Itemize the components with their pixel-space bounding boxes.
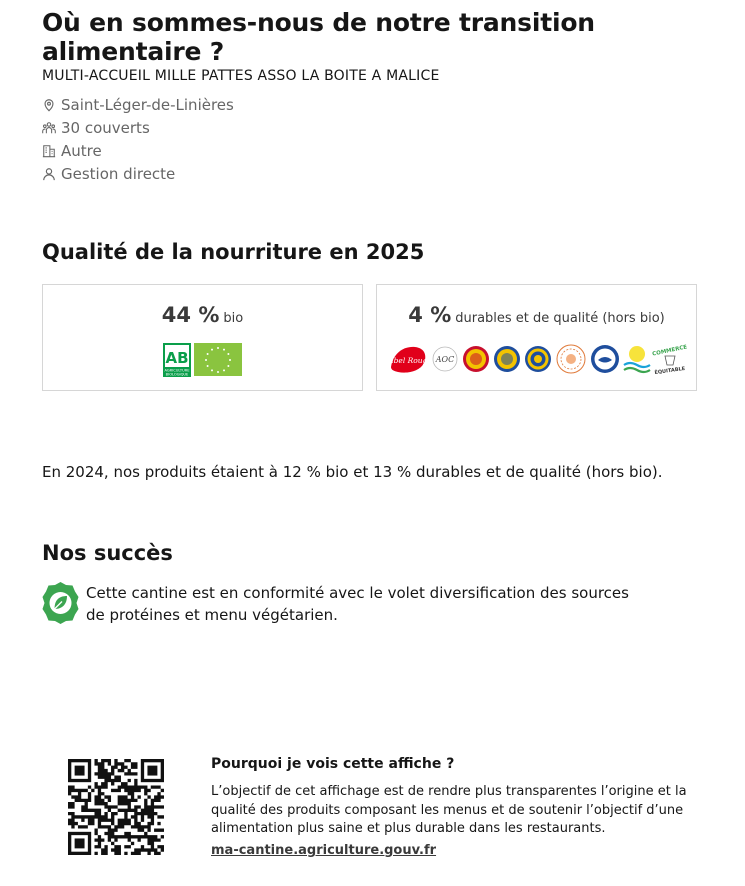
bio-logos — [43, 343, 362, 377]
canteen-details — [42, 93, 234, 185]
equitable-line1: COMMERCE — [651, 344, 688, 358]
rup-logo — [623, 343, 651, 375]
success-item — [42, 581, 651, 626]
aoc-logo — [431, 343, 459, 375]
management-row — [42, 162, 234, 185]
ab-logo-line1: AGRICULTURE — [164, 368, 190, 373]
location-row — [42, 93, 234, 116]
durable-percent: 4 % — [408, 303, 452, 327]
peche-durable-logo — [590, 343, 620, 375]
stg-logo — [524, 343, 552, 375]
ab-logo-line2: BIOLOGIQUE — [165, 372, 189, 377]
covers-row — [42, 116, 234, 139]
leaf-badge-icon — [42, 581, 79, 625]
map-pin-icon — [42, 98, 56, 112]
bio-card — [42, 284, 363, 391]
aop-logo — [462, 343, 490, 375]
bio-stat — [43, 303, 362, 327]
management-text: Gestion directe — [61, 164, 176, 183]
ab-agriculture-biologique-logo — [163, 343, 191, 377]
quality-section-title: Qualité de la nourriture en 2025 — [42, 240, 425, 264]
success-item-text: Cette cantine est en conformité avec le volet diversification des sources de protéines et menu végétarien. — [86, 584, 629, 624]
location-text: Saint-Léger-de-Linières — [61, 95, 234, 114]
commerce-equitable-logo — [651, 343, 688, 377]
user-icon — [42, 167, 56, 181]
igp-logo — [493, 343, 521, 375]
eu-organic-leaf-logo — [194, 343, 242, 376]
why-text: L’objectif de cet affichage est de rendre plus transparentes l’origine et la qualité des produits composant les menus et de soutenir l’objectif d’une alimentation plus saine et plus durable dans les restaurants. — [211, 784, 687, 836]
history-text: En 2024, nos produits étaient à 12 % bio et 13 % durables et de qualité (hors bio). — [42, 463, 663, 481]
durable-card — [376, 284, 697, 391]
bio-label: bio — [223, 311, 244, 326]
durable-logos — [377, 343, 696, 375]
people-icon — [42, 121, 56, 135]
why-title: Pourquoi je vois cette affiche ? — [211, 756, 455, 772]
ma-cantine-link[interactable]: ma-cantine.agriculture.gouv.fr — [211, 843, 437, 858]
qr-code-icon — [68, 759, 164, 855]
covers-text: 30 couverts — [61, 118, 150, 137]
hve-logo — [555, 343, 587, 375]
label-rouge-logo — [383, 343, 432, 375]
ab-logo-letters: AB — [165, 349, 189, 367]
building-icon — [42, 144, 56, 158]
success-section-title: Nos succès — [42, 541, 173, 565]
bio-percent: 44 % — [161, 303, 220, 327]
aoc-text: AOC — [435, 355, 454, 364]
durable-label: durables et de qualité (hors bio) — [455, 311, 665, 326]
equitable-line2: ÉQUITABLE — [653, 365, 686, 377]
page-title: Où en sommes-nous de notre transition alimentaire ? — [42, 8, 595, 66]
canteen-name: MULTI-ACCUEIL MILLE PATTES ASSO LA BOITE A MALICE — [42, 68, 440, 84]
label-rouge-text: Label Rouge — [383, 356, 432, 365]
durable-stat — [377, 303, 696, 327]
sector-text: Autre — [61, 141, 102, 160]
sector-row — [42, 139, 234, 162]
